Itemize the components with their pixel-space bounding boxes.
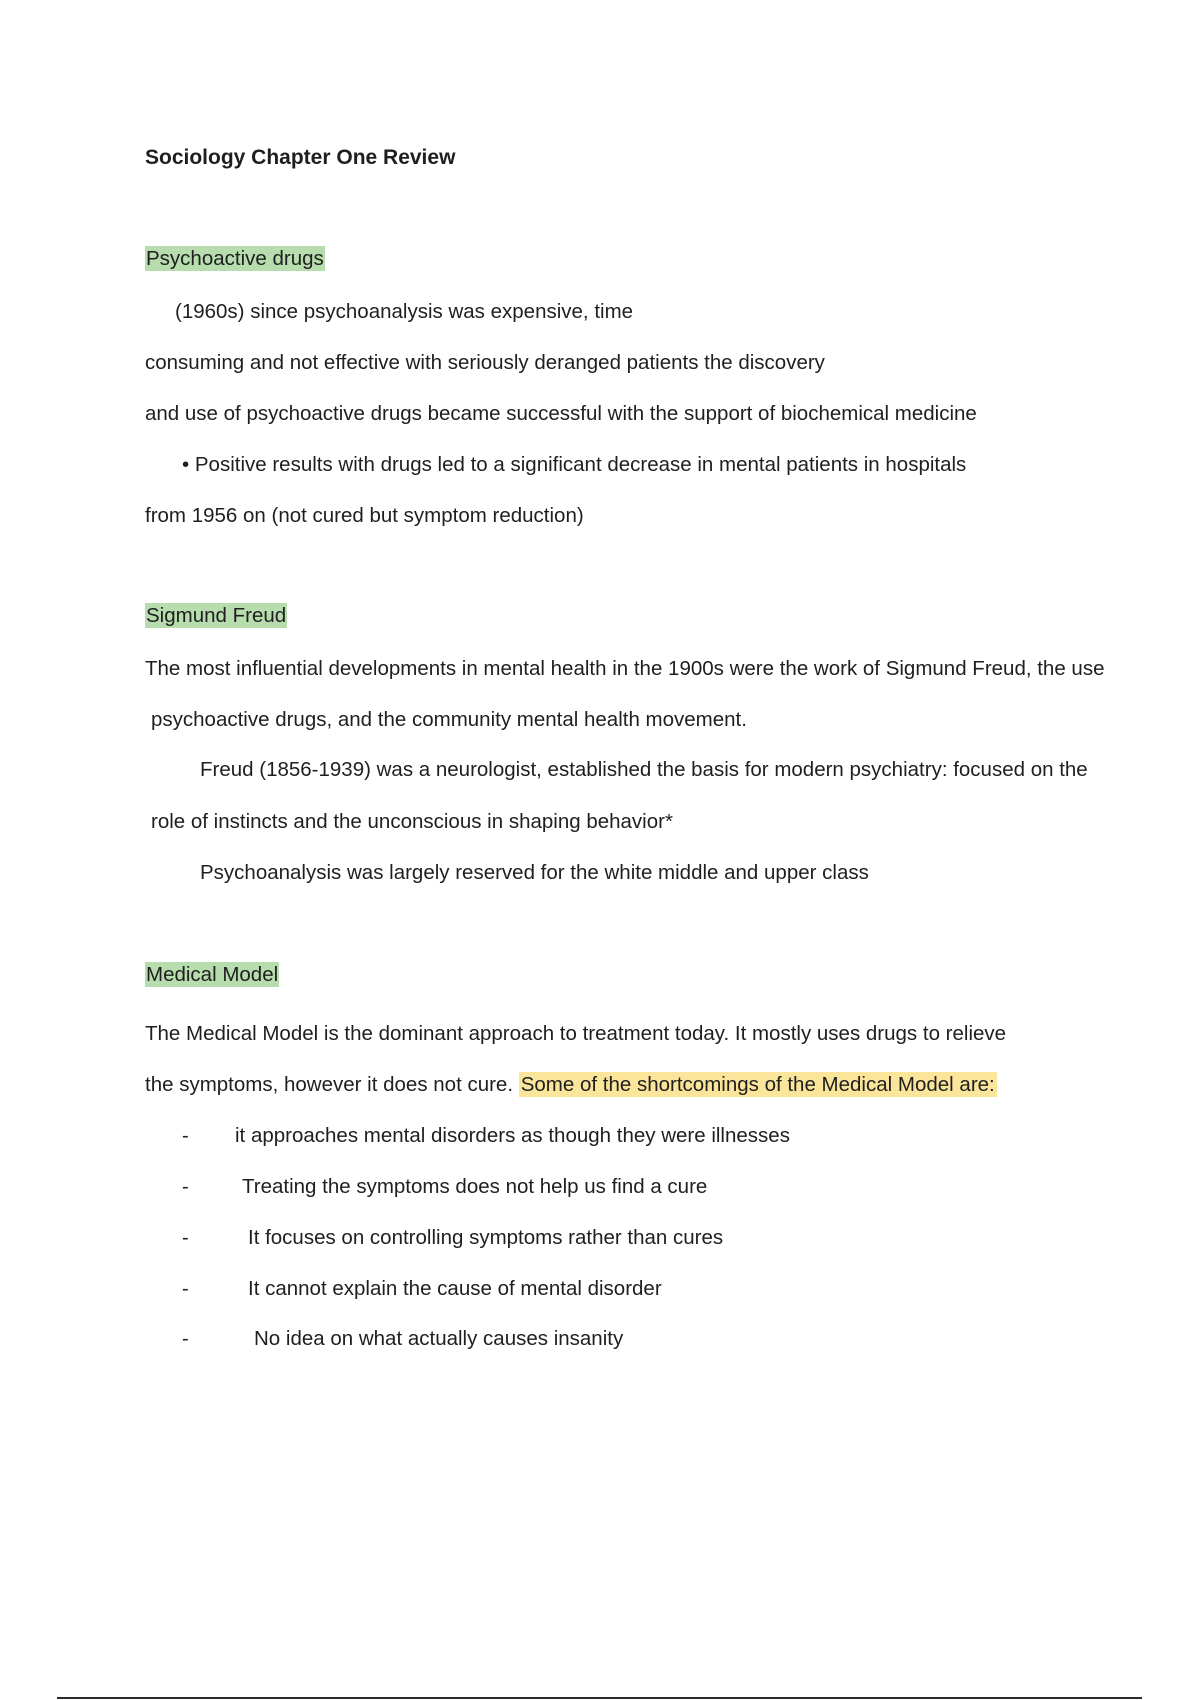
list-item: No idea on what actually causes insanity <box>254 1327 624 1350</box>
plain-text: the symptoms, however it does not cure. <box>145 1073 519 1096</box>
paragraph-line: Freud (1856-1939) was a neurologist, established the basis for modern psychiatry: focused on the <box>200 758 1088 781</box>
paragraph-line: Psychoanalysis was largely reserved for the white middle and upper class <box>200 861 869 884</box>
bullet-line: • Positive results with drugs led to a significant decrease in mental patients in hospitals <box>182 453 967 476</box>
list-item: it approaches mental disorders as though they were illnesses <box>235 1124 790 1147</box>
list-item: Treating the symptoms does not help us find a cure <box>242 1175 708 1198</box>
heading-highlight: Psychoactive drugs <box>146 247 324 270</box>
paragraph-line: (1960s) since psychoanalysis was expensive, time <box>175 300 634 323</box>
page-bottom-rule <box>57 1697 1142 1699</box>
heading-highlight: Medical Model <box>146 963 279 986</box>
paragraph-line: consuming and not effective with seriously deranged patients the discovery <box>145 351 825 374</box>
paragraph-line: from 1956 on (not cured but symptom reduction) <box>145 504 584 527</box>
list-item: It focuses on controlling symptoms rather than cures <box>248 1226 724 1249</box>
section-heading-psychoactive <box>145 246 325 272</box>
paragraph-line: The most influential developments in mental health in the 1900s were the work of Sigmund Freud, the use <box>145 657 1105 680</box>
section-heading-freud <box>145 603 287 629</box>
list-item: It cannot explain the cause of mental disorder <box>248 1277 662 1300</box>
list-bullet: - <box>182 1125 189 1147</box>
paragraph-line-mixed <box>145 1072 997 1098</box>
heading-highlight: Sigmund Freud <box>146 604 287 627</box>
list-bullet: - <box>182 1227 189 1249</box>
paragraph-line: role of instincts and the unconscious in shaping behavior* <box>151 810 673 833</box>
list-bullet: - <box>182 1278 189 1300</box>
section-heading-medical <box>145 962 279 988</box>
paragraph-line: The Medical Model is the dominant approach to treatment today. It mostly uses drugs to relieve <box>145 1022 1007 1045</box>
list-bullet: - <box>182 1176 189 1198</box>
paragraph-line: psychoactive drugs, and the community mental health movement. <box>151 708 747 731</box>
document-title: Sociology Chapter One Review <box>145 146 456 169</box>
paragraph-line: and use of psychoactive drugs became successful with the support of biochemical medicine <box>145 402 977 425</box>
list-bullet: - <box>182 1328 189 1350</box>
text-highlight: Some of the shortcomings of the Medical Model are: <box>520 1073 995 1096</box>
